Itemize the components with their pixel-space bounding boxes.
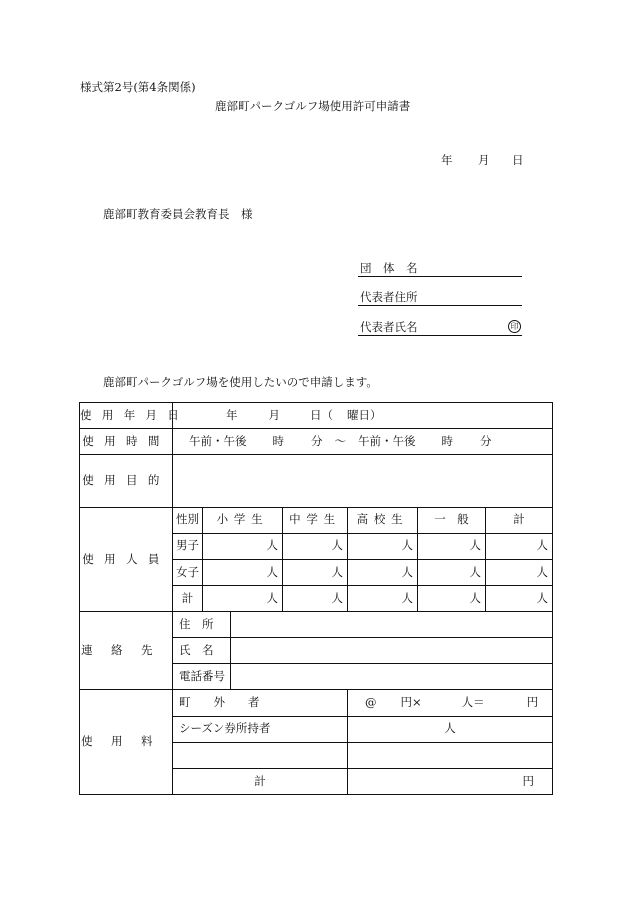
members-male-high[interactable]: 人: [348, 533, 418, 559]
use-time-value[interactable]: [173, 429, 553, 455]
members-header-total: 計: [486, 507, 553, 533]
time-ampm-end: 午前・午後: [358, 433, 416, 448]
members-row-male-label: 男子: [173, 533, 203, 559]
date-day: 日: [512, 153, 524, 167]
members-male-total[interactable]: 人: [486, 533, 553, 559]
use-purpose-value[interactable]: [173, 455, 553, 507]
form-number: 様式第2号(第4条関係): [80, 80, 196, 94]
fee-blank-value[interactable]: [348, 742, 553, 768]
rep-name-label: 代表者氏名: [360, 320, 418, 334]
document-title: 鹿部町パークゴルフ場使用許可申請書: [215, 99, 411, 113]
fee-blank-label[interactable]: [173, 742, 348, 768]
contact-phone-value[interactable]: [231, 664, 553, 690]
rep-name-underline: [358, 335, 522, 336]
use-time-label: 使用時間: [80, 429, 173, 455]
contact-address-label: 住 所: [173, 612, 231, 638]
members-female-total[interactable]: 人: [486, 559, 553, 585]
contact-address-value[interactable]: [231, 612, 553, 638]
rep-address-label: 代表者住所: [360, 290, 418, 304]
use-purpose-label: 使用目的: [80, 455, 173, 507]
members-total-general[interactable]: 人: [418, 585, 486, 611]
fee-outside-label: 町 外 者: [173, 690, 348, 716]
date-month: 月: [478, 153, 490, 167]
application-table: [79, 402, 553, 795]
members-total-junior[interactable]: 人: [283, 585, 348, 611]
time-tilde: ～: [334, 433, 346, 448]
fee-outside-at: @: [365, 695, 377, 710]
members-header-elementary: 小学生: [203, 507, 283, 533]
members-label: 使用人員: [80, 507, 173, 612]
use-date-day: 日（: [310, 407, 333, 422]
fee-outside-person: 人＝: [461, 695, 485, 710]
fee-season-label: シーズン券所持者: [173, 716, 348, 742]
fee-label: 使用料: [80, 690, 173, 795]
fee-season-value[interactable]: 人: [348, 716, 553, 742]
members-total-elementary[interactable]: 人: [203, 585, 283, 611]
contact-name-value[interactable]: [231, 638, 553, 664]
members-male-general[interactable]: 人: [418, 533, 486, 559]
fee-outside-yen: 円: [526, 695, 539, 710]
use-date-year: 年: [226, 407, 238, 422]
use-date-value[interactable]: [173, 403, 553, 429]
fee-total-label: 計: [173, 768, 348, 794]
time-hour-end: 時: [441, 433, 453, 448]
members-male-elementary[interactable]: 人: [203, 533, 283, 559]
members-female-elementary[interactable]: 人: [203, 559, 283, 585]
time-min-end: 分: [480, 433, 492, 448]
members-female-high[interactable]: 人: [348, 559, 418, 585]
date-year: 年: [441, 153, 453, 167]
org-name-label: 団 体 名: [360, 261, 418, 275]
members-female-junior[interactable]: 人: [283, 559, 348, 585]
intro-text: 鹿部町パークゴルフ場を使用したいので申請します。: [103, 375, 378, 389]
time-hour-start: 時: [272, 433, 284, 448]
use-date-weekday: 曜日）: [347, 407, 382, 422]
time-min-start: 分: [311, 433, 323, 448]
contact-phone-label: 電話番号: [173, 664, 231, 690]
members-row-total-label: 計: [173, 585, 203, 611]
members-row-female-label: 女子: [173, 559, 203, 585]
org-name-underline: [358, 276, 522, 277]
fee-total-value[interactable]: 円: [348, 768, 553, 794]
contact-name-label: 氏 名: [173, 638, 231, 664]
seal-mark: [508, 320, 521, 333]
use-date-month: 月: [268, 407, 280, 422]
rep-address-underline: [358, 305, 522, 306]
members-header-high: 高校生: [348, 507, 418, 533]
seal-icon: 印: [508, 320, 521, 333]
members-header-gender: 性別: [173, 507, 203, 533]
fee-outside-yen-x: 円×: [400, 695, 422, 710]
time-ampm-start: 午前・午後: [189, 433, 247, 448]
members-header-junior: 中学生: [283, 507, 348, 533]
members-female-general[interactable]: 人: [418, 559, 486, 585]
fee-outside-value[interactable]: [348, 690, 553, 716]
members-total-high[interactable]: 人: [348, 585, 418, 611]
members-total-total[interactable]: 人: [486, 585, 553, 611]
addressee: 鹿部町教育委員会教育長 様: [103, 207, 253, 221]
use-date-label: 使用年月日: [80, 403, 173, 429]
members-header-general: 一 般: [418, 507, 486, 533]
members-male-junior[interactable]: 人: [283, 533, 348, 559]
contact-label: 連絡先: [80, 612, 173, 690]
